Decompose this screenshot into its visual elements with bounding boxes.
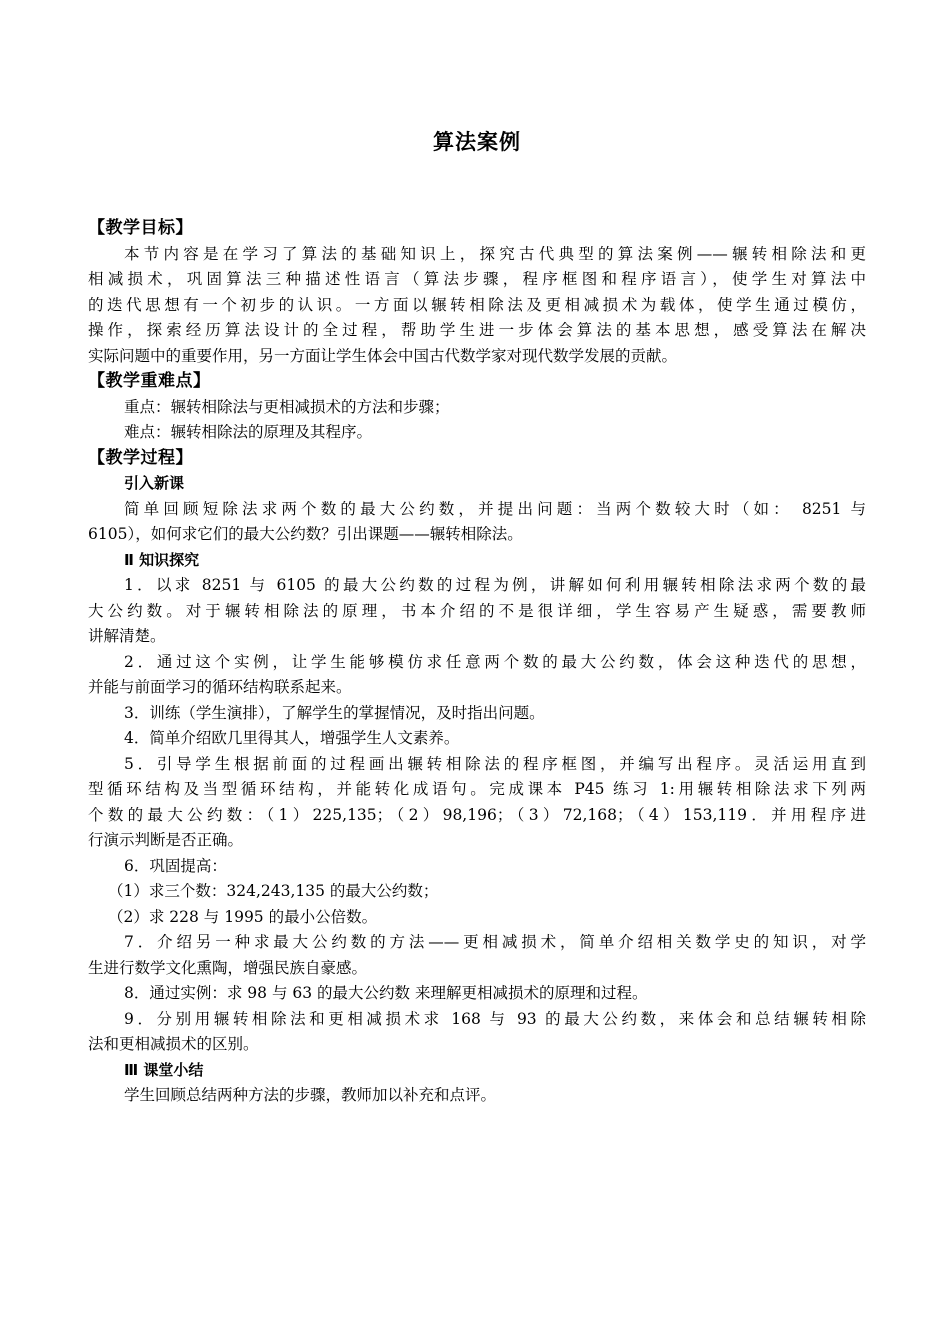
list-item-line: 生进行数学文化熏陶，增强民族自豪感。 [88,958,368,977]
list-item-line: 型循环结构及当型循环结构，并能转化成语句。完成课本 P45 练习 1:用辗转相除法求下列两 [88,780,866,798]
paragraph-line: 6105），如何求它们的最大公约数？引出课题——辗转相除法。 [88,525,523,543]
subheading-intro: 引入新课 [124,474,185,492]
list-item-line: 9．分别用辗转相除法和更相减损术求 168 与 93 的最大公约数，来体会和总结辗转相除 [124,1009,866,1028]
list-item: 6．巩固提高： [124,856,227,875]
list-item-line: 5．引导学生根据前面的过程画出辗转相除法的程序框图，并编写出程序。灵活运用直到 [124,754,866,773]
list-item-line: 个数的最大公约数：（1）225,135；（2）98,196；（3）72,168；（4）153,119．并用程序进 [88,805,866,824]
list-item-line: 1．以求 8251 与 6105 的最大公约数的过程为例，讲解如何利用辗转相除法求两个数的最 [124,576,866,594]
list-item-line: 7．介绍另一种求最大公约数的方法——更相减损术，简单介绍相关数学史的知识，对学 [124,933,866,951]
section-heading-process: 【教学过程】 [88,447,193,468]
list-item-line: 2．通过这个实例，让学生能够模仿求任意两个数的最大公约数，体会这种迭代的思想， [124,652,866,671]
list-item-line: 并能与前面学习的循环结构联系起来。 [88,678,352,696]
section-heading-goals: 【教学目标】 [88,218,193,238]
document-title: 算法案例 [433,130,521,154]
list-item-line: 大公约数。对于辗转相除法的原理，书本介绍的不是很详细，学生容易产生疑惑，需要教师 [88,601,866,620]
paragraph-line: 实际问题中的重要作用，另一方面让学生体会中国古代数学家对现代数学发展的贡献。 [88,346,678,365]
list-item: 8．通过实例：求 98 与 63 的最大公约数 来理解更相减损术的原理和过程。 [124,984,648,1002]
paragraph-line: 本节内容是在学习了算法的基础知识上，探究古代典型的算法案例——辗转相除法和更 [124,244,866,263]
subheading-summary: Ⅲ 课堂小结 [124,1060,204,1079]
paragraph-line: 相减损术，巩固算法三种描述性语言（算法步骤，程序框图和程序语言），使学生对算法中 [88,270,866,288]
paragraph-line: 操作，探索经历算法设计的全过程，帮助学生进一步体会算法的基本思想，感受算法在解决 [88,321,866,339]
sub-list-item: （1）求三个数：324,243,135 的最大公约数； [108,882,439,900]
key-point-text: 重点：辗转相除法与更相减损术的方法和步骤； [124,397,450,416]
list-item: 3．训练（学生演排），了解学生的掌握情况，及时指出问题。 [124,703,545,722]
section-heading-key-points: 【教学重难点】 [88,371,211,391]
list-item-line: 行演示判断是否正确。 [88,831,244,849]
document-body [88,216,866,1109]
list-item-line: 法和更相减损术的区别。 [88,1035,259,1053]
subheading-explore: Ⅱ 知识探究 [124,550,200,569]
list-item: 4．简单介绍欧几里得其人，增强学生人文素养。 [124,729,460,747]
paragraph-line: 简单回顾短除法求两个数的最大公约数，并提出问题：当两个数较大时（如： 8251 与 [124,499,866,518]
difficult-point-text: 难点：辗转相除法的原理及其程序。 [124,423,373,441]
sub-list-item: （2）求 228 与 1995 的最小公倍数。 [108,907,378,926]
paragraph-line: 的迭代思想有一个初步的认识。一方面以辗转相除法及更相减损术为载体，使学生通过模仿， [88,295,866,314]
list-item-line: 讲解清楚。 [88,627,166,645]
summary-text: 学生回顾总结两种方法的步骤，教师加以补充和点评。 [124,1086,497,1104]
